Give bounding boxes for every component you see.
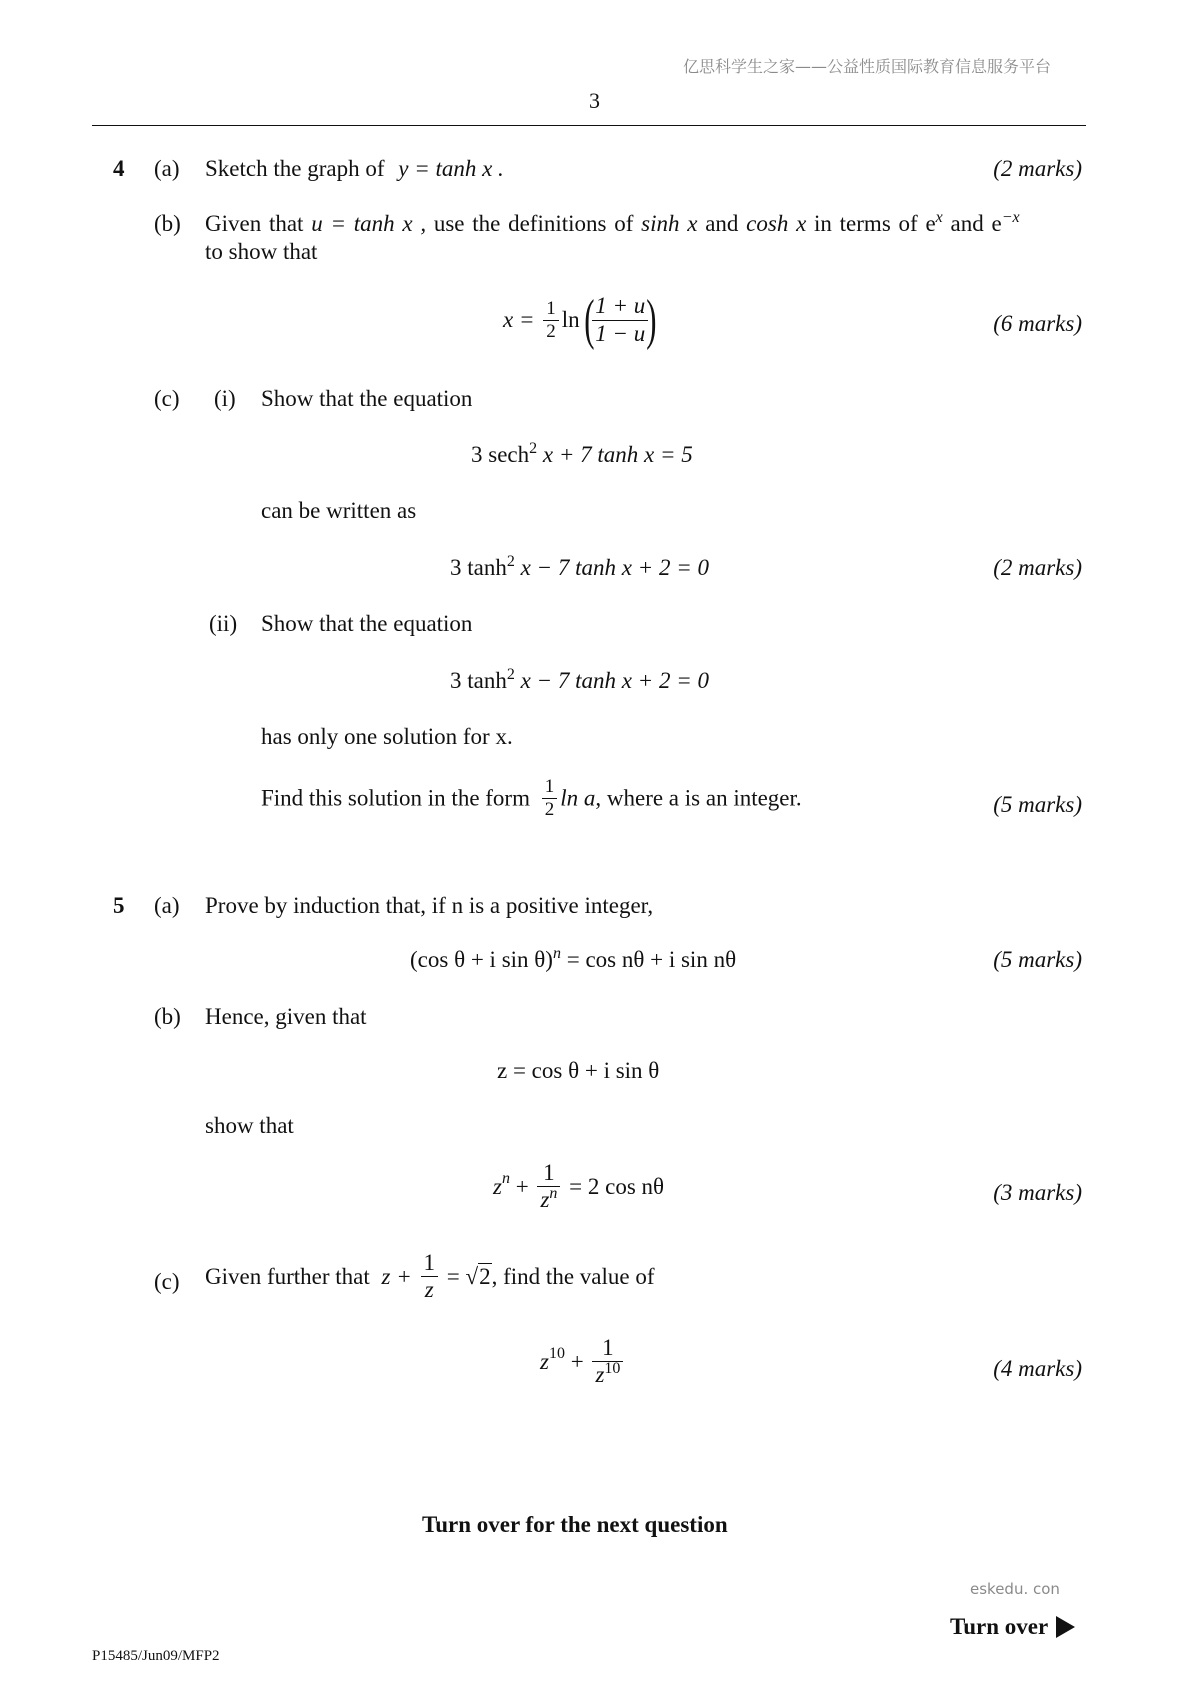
q4cii-text: Show that the equation: [261, 611, 473, 636]
q5b-equation: z = cos θ + i sin θ: [497, 1058, 660, 1083]
q5a-equation: (cos θ + i sin θ)$^n$ = cos nθ + i sin nθ: [410, 945, 737, 972]
q4b-line2: to show that: [205, 239, 318, 264]
header-rule: [92, 125, 1086, 126]
q4cii-text-2: has only one solution for x.: [261, 724, 513, 749]
q5a-text: Prove by induction that, if n is a positive integer,: [205, 893, 654, 918]
q5c-label: (c): [154, 1269, 180, 1294]
q4a-label: (a): [154, 156, 180, 181]
q4b-line1: Given that u = tanh x , use the definitions of sinh x and cosh x in terms of $e^x$ and $e^{-x}$: [205, 209, 1020, 236]
question-5-number: 5: [113, 893, 125, 918]
q5a-label: (a): [154, 893, 180, 918]
q5b-text-2: show that: [205, 1113, 294, 1138]
q4ci-marks: (2 marks): [993, 555, 1082, 580]
q4cii-label: (ii): [209, 611, 238, 636]
site-watermark: eskedu. con: [970, 1580, 1060, 1598]
q4cii-equation: 3 $\tanh^2 x - 7$ tanh x + 2 = 0: [450, 666, 709, 693]
watermark-text: 亿思科学生之家——公益性质国际教育信息服务平台: [683, 57, 1052, 76]
q5b-equation-2: $z^n$ + $\frac{1}{z^n}$ = 2 cos nθ: [493, 1160, 665, 1213]
q4a-marks: (2 marks): [993, 156, 1082, 181]
arrow-right-icon: [1056, 1616, 1075, 1638]
q5c-text: Given further that z + $\frac{1}{z}$ = √2, find the value of: [205, 1250, 655, 1303]
paper-code: P15485/Jun09/MFP2: [92, 1648, 220, 1664]
q4a-expression: y = tanh x .: [398, 156, 504, 181]
turn-over-label: Turn over: [950, 1614, 1075, 1640]
q5b-text: Hence, given that: [205, 1004, 367, 1029]
q5b-marks: (3 marks): [993, 1180, 1082, 1205]
q4c-label: (c): [154, 386, 180, 411]
q4ci-text-2: can be written as: [261, 498, 417, 523]
q4ci-label: (i): [214, 386, 236, 411]
q5a-marks: (5 marks): [993, 947, 1082, 972]
page-number: 3: [589, 88, 600, 113]
q4ci-equation-1: 3 sech$^2$ x + 7 tanh x = 5: [471, 440, 693, 467]
q4cii-marks: (5 marks): [993, 792, 1082, 817]
q4a-text: Sketch the graph of y = tanh x .: [205, 156, 504, 181]
q5c-marks: (4 marks): [993, 1356, 1082, 1381]
q4cii-text-3: Find this solution in the form $\frac{1}{2}$ ln a, where a is an integer.: [261, 776, 802, 820]
q5b-label: (b): [154, 1004, 181, 1029]
q4b-equation: x = $\frac{1}{2}$ ln( $\frac{1 + u}{1 - u}$ ): [503, 289, 657, 351]
q4ci-text: Show that the equation: [261, 386, 473, 411]
question-4-number: 4: [113, 156, 125, 181]
next-question-note: Turn over for the next question: [422, 1512, 728, 1537]
q5c-expression: $z^{10}$ + $\frac{1}{z^{10}}$: [540, 1335, 626, 1389]
q4b-marks: (6 marks): [993, 311, 1082, 336]
q4ci-equation-2: 3 $\tanh^2 x - 7$ tanh x + 2 = 0: [450, 553, 709, 580]
q4b-label: (b): [154, 211, 181, 236]
